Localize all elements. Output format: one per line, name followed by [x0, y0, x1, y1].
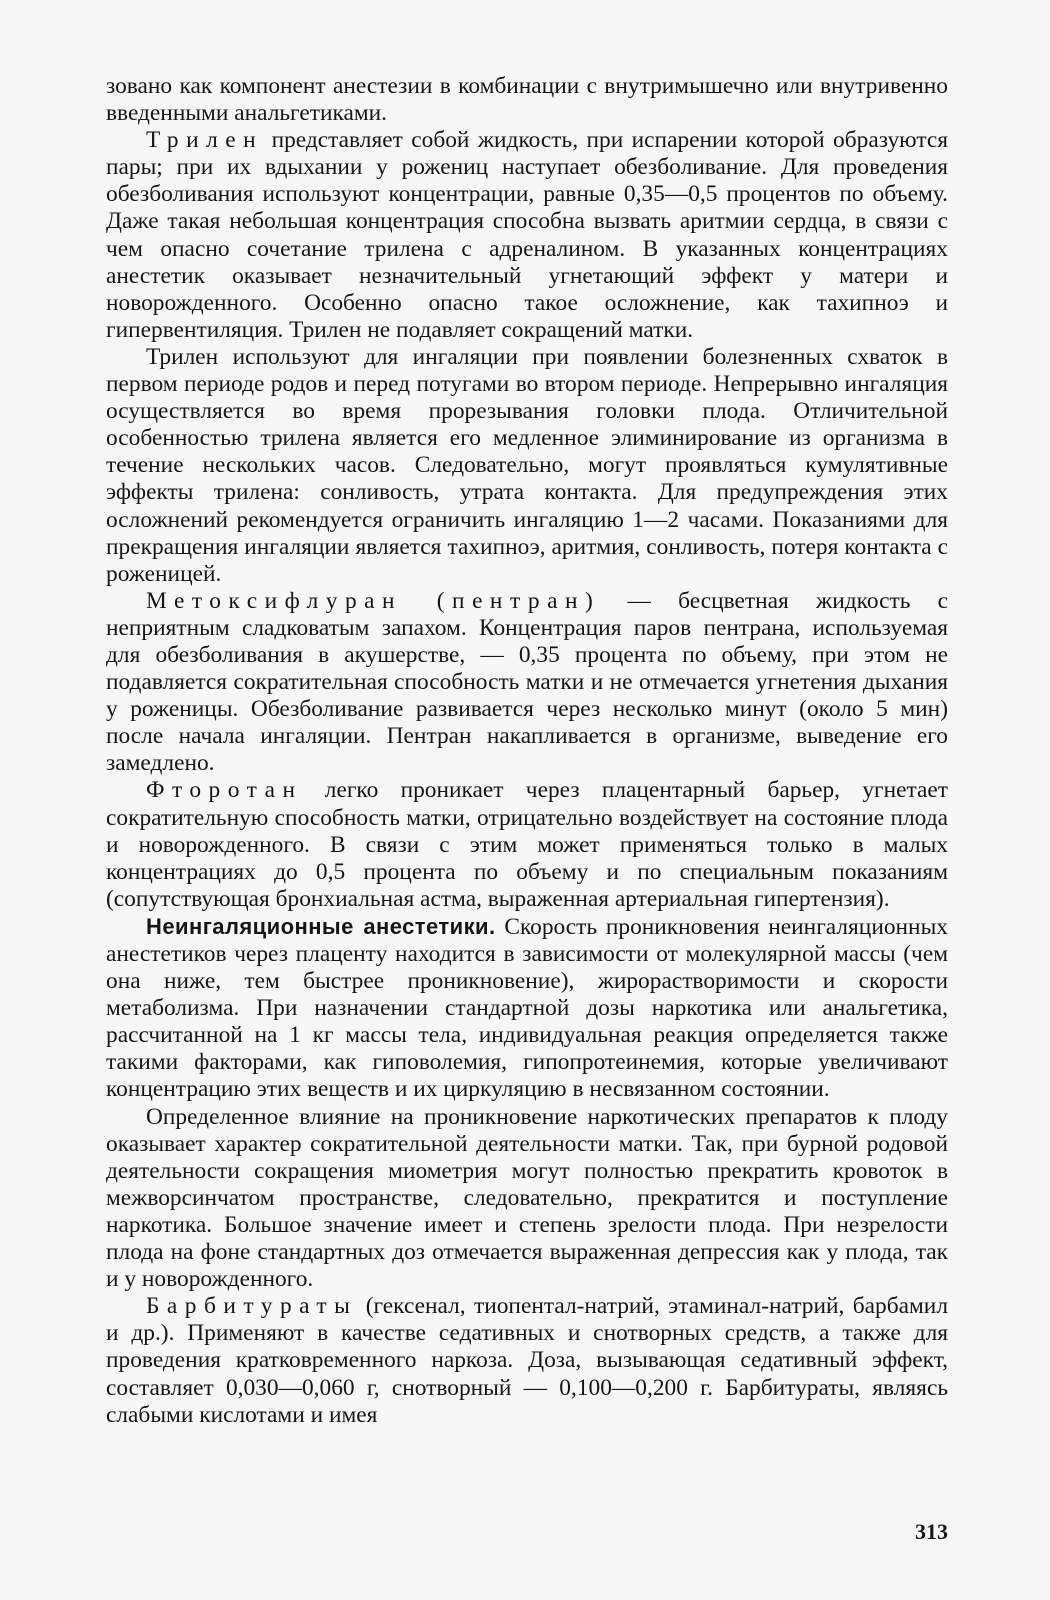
paragraph-continuation: [106, 73, 948, 127]
term-trilene: Трилен: [146, 127, 264, 154]
paragraph-methoxyflurane: [106, 588, 948, 778]
paragraph-barbiturates: [106, 1293, 948, 1428]
paragraph-trilene: [106, 127, 948, 344]
paragraph-text: (гексенал, тиопентал-натрий, этаминал-натрий, барбамил и др.). Применяют в качестве седативных и снотворных средств, а также для проведения кратковременного наркоза. Доза, вызывающая седативный эффект, составляет 0,030—0,060 г, снотворный — 0,100—0,200 г. Барбитураты, являясь слабыми кислотами и имея: [106, 1293, 948, 1428]
paragraph-text: Трилен используют для ингаляции при появлении болезненных схваток в первом периоде родов и перед потугами во втором периоде. Непрерывно ингаляция осуществляется во время прорезывания головки плода. Отличительной особенностью трилена является его медленное элиминирование из организма в течение нескольких часов. Следовательно, могут проявляться кумулятивные эффекты трилена: сонливость, утрата контакта. Для предупреждения этих осложнений рекомендуется ограничить ингаляцию 1—2 часами. Показаниями для прекращения ингаляции является тахипноэ, аритмия, сонливость, потеря контакта с роженицей.: [106, 343, 948, 587]
paragraph-uterine-activity: [106, 1104, 948, 1294]
paragraph-text: представляет собой жидкость, при испарении которой образуются пары; при их вдыхании у рожениц наступает обезболивание. Для проведения обезболивания используют концентрации, равные 0,35—0,5 процентов по объему. Даже такая небольшая концентрация способна вызвать аритмии сердца, в связи с чем опасно сочетание трилена с адреналином. В указанных концентрациях анестетик оказывает незначительный угнетающий эффект у матери и новорожденного. Особенно опасно такое осложнение, как тахипноэ и гипервентиляция. Трилен не подавляет сокращений матки.: [106, 127, 948, 343]
term-barbiturates: Барбитураты: [146, 1293, 358, 1320]
term-fluorothane: Фторотан: [146, 777, 303, 804]
page-number: 313: [915, 1519, 948, 1544]
book-page: [106, 73, 948, 1593]
section-heading-non-inhalation: Неингаляционные анестетики.: [146, 913, 496, 939]
paragraph-trilene-use: [106, 344, 948, 588]
paragraph-text: Определенное влияние на проникновение наркотических препаратов к плоду оказывает характер сократительной деятельности матки. Так, при бурной родовой деятельности сокращения миометрия могут полностью прекратить кровоток в межворсинчатом пространстве, следовательно, прекратится и поступление наркотика. Большое значение имеет и степень зрелости плода. При незрелости плода на фоне стандартных доз отмечается выраженная депрессия как у плода, так и у новорожденного.: [106, 1103, 948, 1293]
paragraph-fluorothane: [106, 777, 948, 912]
term-methoxyflurane: Метоксифлуран (пентран): [146, 587, 601, 614]
paragraph-non-inhalation: [106, 913, 948, 1104]
paragraph-text: Скорость проникновения неингаляционных анестетиков через плаценту находится в зависимости от молекулярной массы (чем она ниже, тем быстрее проникновение), жирорастворимости и скорости метаболизма. При назначении стандартной дозы наркотика или анальгетика, рассчитанной на 1 кг массы тела, индивидуальная реакция определяется также такими факторами, как гиповолемия, гипопротеинемия, которые увеличивают концентрацию этих веществ и их циркуляцию в несвязанном состоянии.: [106, 913, 948, 1103]
paragraph-text: зовано как компонент анестезии в комбинации с внутримышечно или внутривенно введенными анальгетиками.: [106, 73, 948, 127]
paragraph-text: — бесцветная жидкость с неприятным сладковатым запахом. Концентрация паров пентрана, используемая для обезболивания в акушерстве, — 0,35 процента по объему, при этом не подавляется сократительная способность матки и не отмечается угнетения дыхания у роженицы. Обезболивание развивается через несколько минут (около 5 мин) после начала ингаляции. Пентран накапливается в организме, выведение его замедлено.: [106, 587, 948, 777]
paragraph-text: легко проникает через плацентарный барьер, угнетает сократительную способность матки, отрицательно воздействует на состояние плода и новорожденного. В связи с этим может применяться только в малых концентрациях до 0,5 процента по объему и по специальным показаниям (сопутствующая бронхиальная астма, выраженная артериальная гипертензия).: [106, 777, 948, 912]
